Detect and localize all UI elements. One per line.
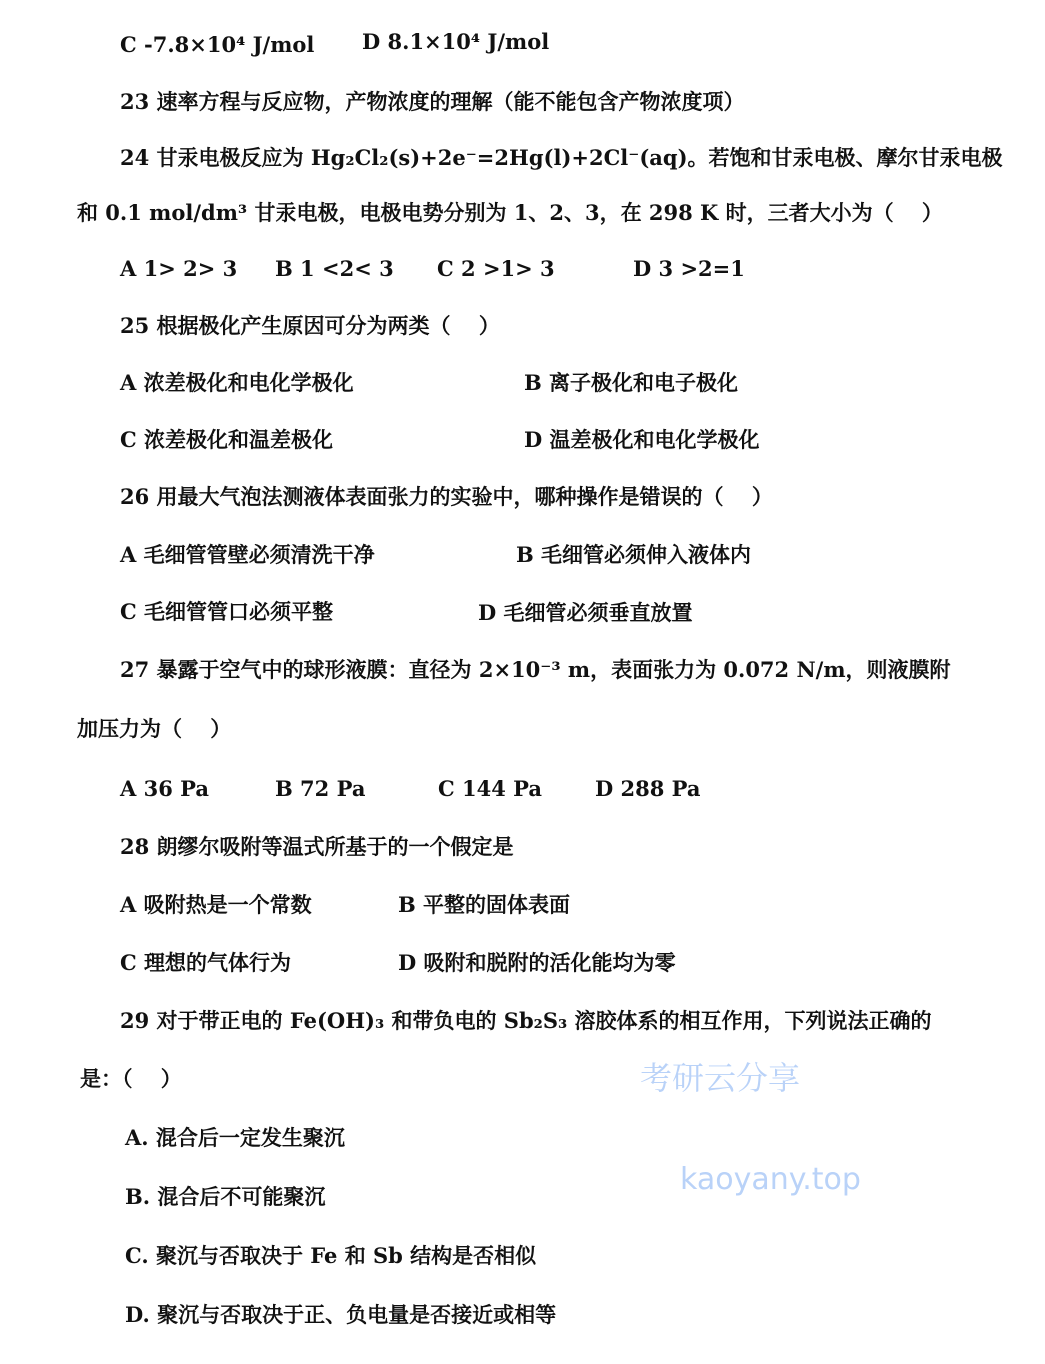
q25-option-c: C 浓差极化和温差极化 <box>120 427 334 452</box>
q25-option-b: B 离子极化和电子极化 <box>524 370 739 395</box>
q22-option-d: D 8.1×10⁴ J/mol <box>362 29 550 54</box>
q26-option-a: A 毛细管管壁必须清洗干净 <box>120 542 375 567</box>
q26-option-c: C 毛细管管口必须平整 <box>120 599 334 624</box>
question-29-cont: 是：（ ） <box>80 1066 182 1091</box>
q28-option-c: C 理想的气体行为 <box>120 950 292 975</box>
q29-option-b: B. 混合后不可能聚沉 <box>125 1184 326 1209</box>
q28-option-a: A 吸附热是一个常数 <box>120 892 312 917</box>
q29-option-d: D. 聚沉与否取决于正、负电量是否接近或相等 <box>125 1302 557 1327</box>
q26-option-d: D 毛细管必须垂直放置 <box>478 600 693 625</box>
q28-option-d: D 吸附和脱附的活化能均为零 <box>398 950 676 975</box>
question-27: 27 暴露于空气中的球形液膜：直径为 2×10⁻³ m，表面张力为 0.072 N/m，则液膜附 <box>120 657 951 682</box>
question-29: 29 对于带正电的 Fe(OH)₃ 和带负电的 Sb₂S₃ 溶胶体系的相互作用，下列说法正确的 <box>120 1008 932 1033</box>
q24-option-c: C 2 >1> 3 <box>437 256 555 281</box>
q28-option-b: B 平整的固体表面 <box>398 892 571 917</box>
q29-option-a: A. 混合后一定发生聚沉 <box>125 1125 345 1150</box>
q24-option-b: B 1 <2< 3 <box>275 256 394 281</box>
watermark-url: kaoyany.top <box>680 1162 861 1197</box>
question-24: 24 甘汞电极反应为 Hg₂Cl₂(s)+2e⁻=2Hg(l)+2Cl⁻(aq)。若饱和甘汞电极、摩尔甘汞电极 <box>120 145 1003 170</box>
q25-option-a: A 浓差极化和电化学极化 <box>120 370 354 395</box>
q26-option-b: B 毛细管必须伸入液体内 <box>516 542 752 567</box>
watermark-text: 考研云分享 <box>640 1059 801 1097</box>
question-28: 28 朗缪尔吸附等温式所基于的一个假定是 <box>120 834 514 859</box>
q27-option-b: B 72 Pa <box>275 776 366 801</box>
q24-option-a: A 1> 2> 3 <box>120 256 238 281</box>
q22-option-c: C -7.8×10⁴ J/mol <box>120 32 315 57</box>
q25-option-d: D 温差极化和电化学极化 <box>524 427 760 452</box>
q27-option-a: A 36 Pa <box>120 776 209 801</box>
question-23: 23 速率方程与反应物，产物浓度的理解（能不能包含产物浓度项） <box>120 89 745 114</box>
question-26: 26 用最大气泡法测液体表面张力的实验中，哪种操作是错误的（ ） <box>120 484 773 509</box>
q27-option-d: D 288 Pa <box>595 776 701 801</box>
question-27-cont: 加压力为（ ） <box>77 716 232 741</box>
question-25: 25 根据极化产生原因可分为两类（ ） <box>120 313 500 338</box>
q27-option-c: C 144 Pa <box>438 776 543 801</box>
q24-option-d: D 3 >2=1 <box>633 256 745 281</box>
question-24-cont: 和 0.1 mol/dm³ 甘汞电极，电极电势分别为 1、2、3，在 298 K 时，三者大小为（ ） <box>77 200 943 225</box>
q29-option-c: C. 聚沉与否取决于 Fe 和 Sb 结构是否相似 <box>125 1243 537 1268</box>
